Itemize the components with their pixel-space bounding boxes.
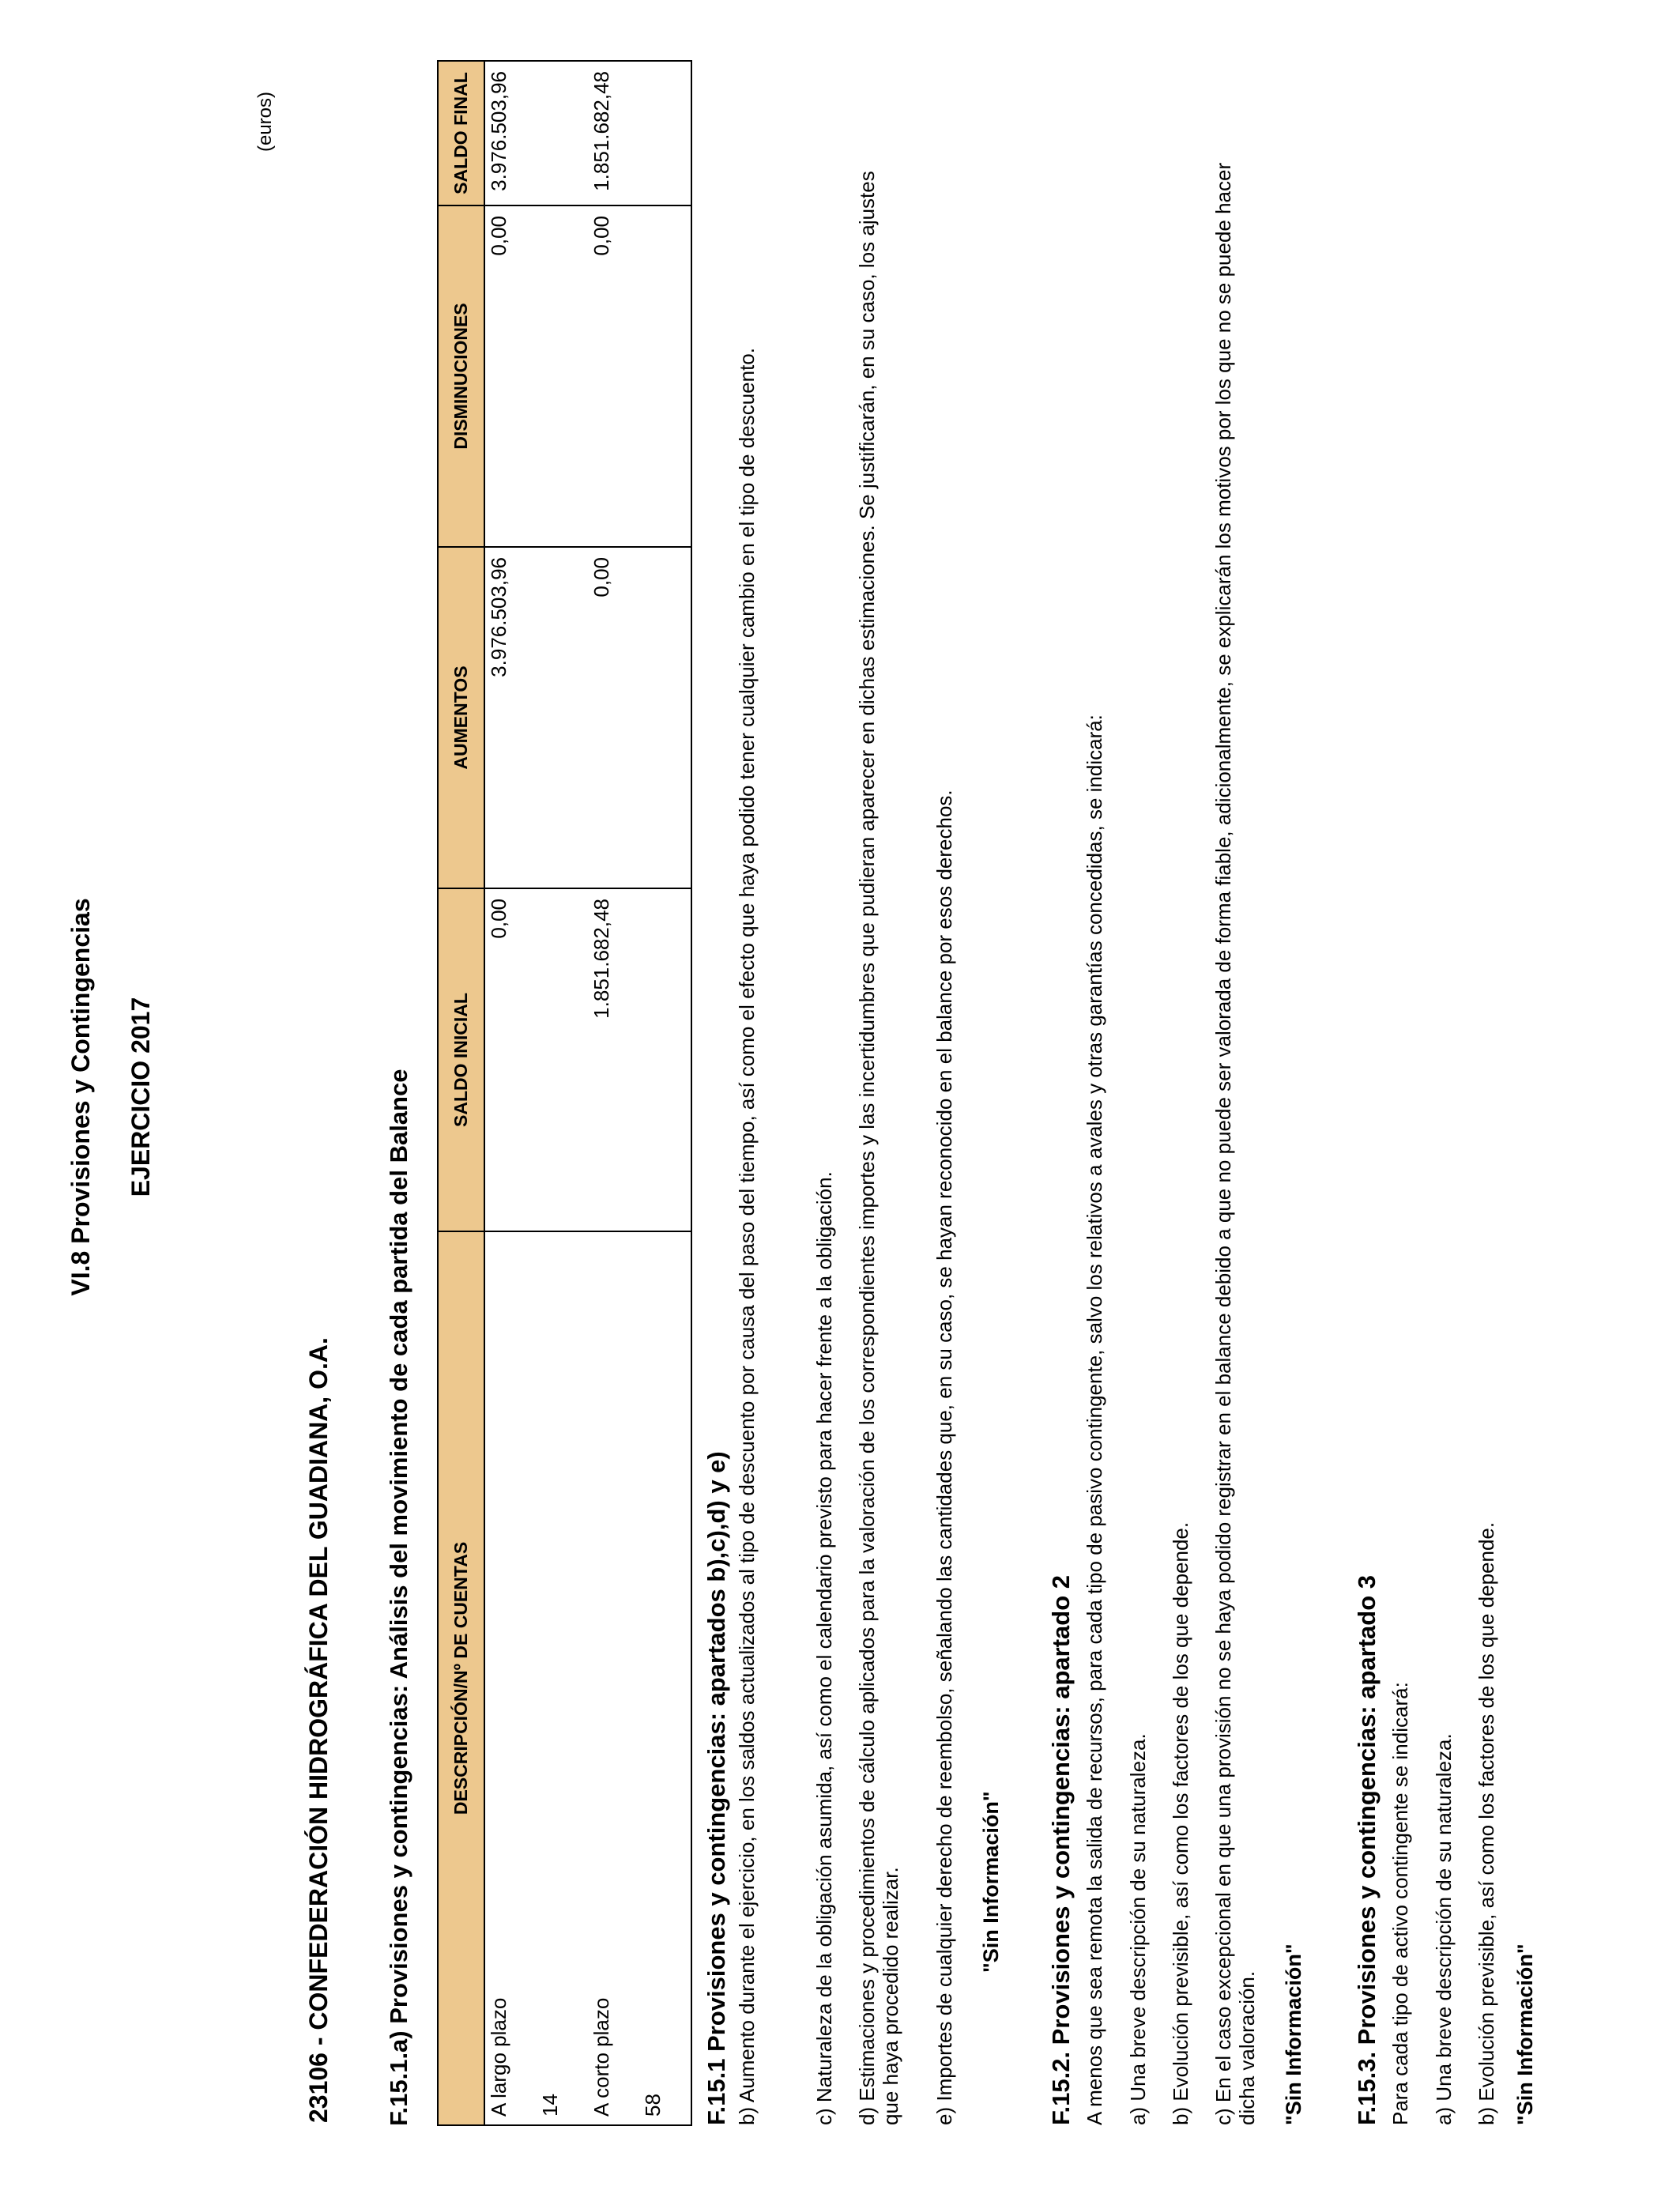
entity-heading: 23106 - CONFEDERACIÓN HIDROGRÁFICA DEL GUADIANA, O.A. — [304, 1337, 333, 2123]
section-151-item-b: b) Aumento durante el ejercicio, en los saldos actualizados al tipo de descuento por causa del paso del tiempo, así como el efecto que haya podido tener cualquier cambio en el tipo de descuento. — [735, 348, 759, 2125]
section-153-title: F.15.3. Provisiones y contingencias: apartado 3 — [1353, 1574, 1381, 2125]
table-header-row — [438, 61, 484, 2125]
saldo-final-cell — [537, 61, 588, 205]
disminuciones-cell — [537, 205, 588, 547]
saldo-inicial-cell: 0,00 — [484, 888, 537, 1231]
saldo-inicial-cell: 1.851.682,48 — [588, 888, 639, 1231]
saldo-final-cell — [639, 61, 691, 205]
section-152-item-a: a) Una breve descripción de su naturaleza. — [1126, 1733, 1150, 2125]
table-row — [484, 61, 537, 2125]
section-152-item-c: c) En el caso excepcional en que una provisión no se haya podido registrar en el balance debido a que no puede ser valorada de forma fiable, adicionalmente, se explicarán los motivos por los que no se puede hacer dicha valoración. — [1211, 162, 1259, 2125]
disminuciones-cell: 0,00 — [484, 205, 537, 547]
table-row — [537, 61, 588, 2125]
saldo-inicial-cell — [639, 888, 691, 1231]
saldo-inicial-cell — [537, 888, 588, 1231]
section-151-title: F.15.1 Provisiones y contingencias: apartados b),c),d) y e) — [703, 1451, 730, 2125]
column-header: SALDO INICIAL — [438, 888, 484, 1231]
section-153-item-b: b) Evolución previsible, así como los factores de los que depende. — [1475, 1521, 1498, 2125]
section-153-note: "Sin Información" — [1513, 1943, 1537, 2125]
table-row — [588, 61, 639, 2125]
section-153-intro: Para cada tipo de activo contingente se indicará: — [1388, 1682, 1412, 2125]
section-151-note: "Sin Información" — [979, 1791, 1003, 1973]
section-151-item-d: d) Estimaciones y procedimientos de cálculo aplicados para la valoración de los correspondientes importes y las incertidumbres que pudieran aparecer en dichas estimaciones. Se justificarán, en su caso, los ajustes que haya procedido realizar. — [855, 171, 902, 2125]
column-header: DISMINUCIONES — [438, 205, 484, 547]
row-description: A largo plazo — [484, 1231, 537, 2125]
aumentos-cell — [537, 547, 588, 888]
section-153-item-a: a) Una breve descripción de su naturaleza. — [1432, 1733, 1456, 2125]
row-description: 14 — [537, 1231, 588, 2125]
saldo-final-cell: 3.976.503,96 — [484, 61, 537, 205]
units-label: (euros) — [254, 91, 276, 152]
row-description: 58 — [639, 1231, 691, 2125]
section-151-item-e: e) Importes de cualquier derecho de reembolso, señalando las cantidades que, en su caso, se hayan reconocido en el balance por esos derechos. — [932, 790, 956, 2125]
page-subtitle: EJERCICIO 2017 — [126, 997, 155, 1197]
section-151-item-c: c) Naturaleza de la obligación asumida, así como el calendario previsto para hacer frente a la obligación. — [812, 1171, 836, 2125]
aumentos-cell: 3.976.503,96 — [484, 547, 537, 888]
column-header: SALDO FINAL — [438, 61, 484, 205]
saldo-final-cell: 1.851.682,48 — [588, 61, 639, 205]
table-section-title: F.15.1.a) Provisiones y contingencias: Análisis del movimiento de cada partida del Balance — [385, 1069, 412, 2126]
table-row — [639, 61, 691, 2125]
section-152-note: "Sin Información" — [1282, 1943, 1305, 2125]
movement-table — [437, 60, 692, 2126]
row-description: A corto plazo — [588, 1231, 639, 2125]
section-152-item-b: b) Evolución previsible, así como los factores de los que depende. — [1169, 1521, 1192, 2125]
page-title: VI.8 Provisiones y Contingencias — [66, 898, 95, 1296]
aumentos-cell — [639, 547, 691, 888]
section-152-title: F.15.2. Provisiones y contingencias: apartado 2 — [1047, 1574, 1075, 2125]
disminuciones-cell: 0,00 — [588, 205, 639, 547]
aumentos-cell: 0,00 — [588, 547, 639, 888]
column-header: DESCRIPCIÓN/Nº DE CUENTAS — [438, 1231, 484, 2125]
section-152-intro: A menos que sea remota la salida de recursos, para cada tipo de pasivo contingente, salvo los relativos a avales y otras garantías concedidas, se indicará: — [1083, 714, 1106, 2125]
column-header: AUMENTOS — [438, 547, 484, 888]
disminuciones-cell — [639, 205, 691, 547]
